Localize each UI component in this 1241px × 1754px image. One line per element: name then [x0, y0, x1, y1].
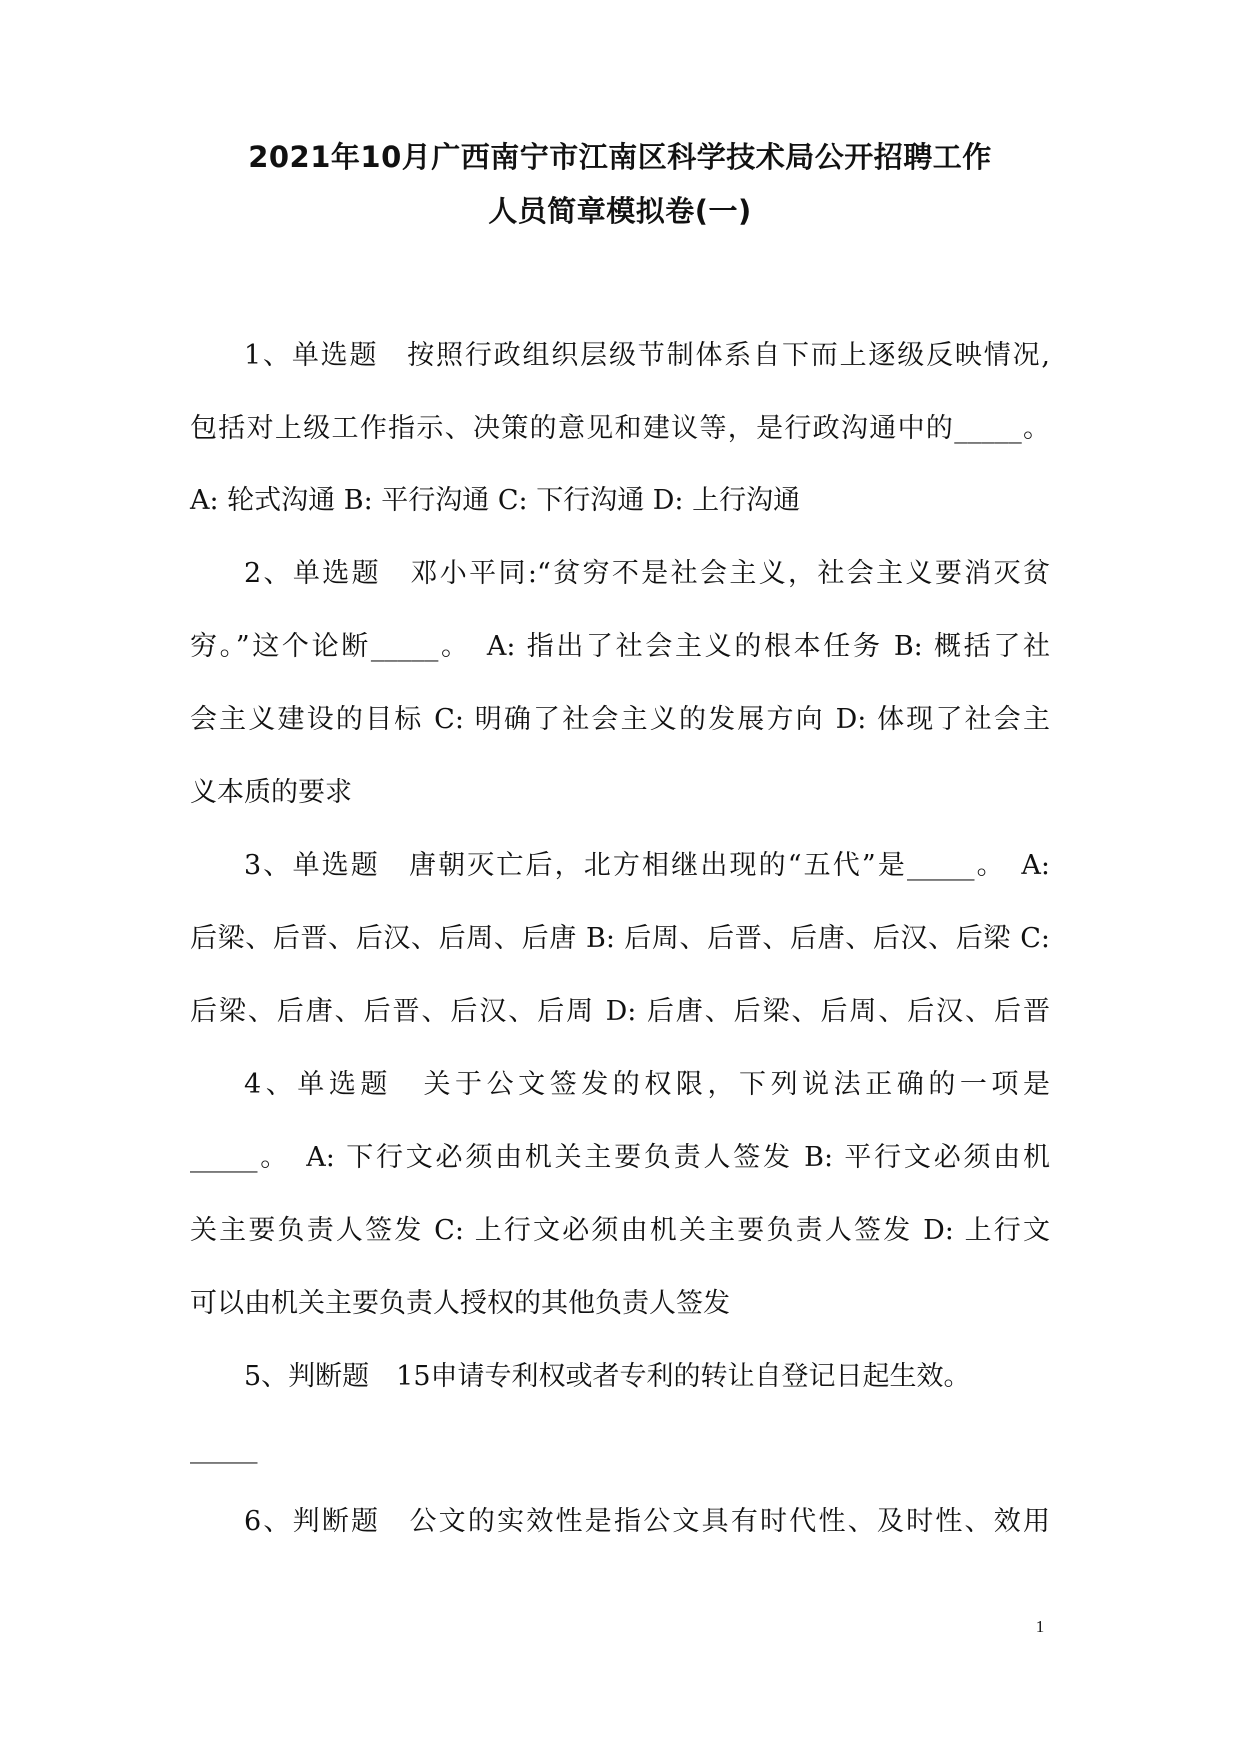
question-4-options-line: 可以由机关主要负责人授权的其他负责人签发: [190, 1288, 730, 1319]
question-5-answer-blank: _____: [190, 1433, 258, 1464]
question-2-options-line: 会主义建设的目标 C: 明确了社会主义的发展方向 D: 体现了社会主: [190, 704, 1050, 735]
question-2-text-line: 2、单选题 邓小平同:“贫穷不是社会主义，社会主义要消灭贫: [244, 558, 1050, 589]
document-title-line-2: 人员简章模拟卷(一): [488, 194, 752, 228]
question-3-options-line: 后梁、后唐、后晋、后汉、后周 D: 后唐、后梁、后周、后汉、后晋: [190, 996, 1050, 1027]
question-4-options-line: 关主要负责人签发 C: 上行文必须由机关主要负责人签发 D: 上行文: [190, 1215, 1050, 1246]
page-number: 1: [1035, 1617, 1045, 1636]
question-2-text-line: 穷。”这个论断_____。 A: 指出了社会主义的根本任务 B: 概括了社: [190, 631, 1050, 662]
document-title-line-1: 2021年10月广西南宁市江南区科学技术局公开招聘工作: [248, 140, 992, 174]
question-6-text-line: 6、判断题 公文的实效性是指公文具有时代性、及时性、效用: [244, 1506, 1050, 1537]
question-3-text-line: 3、单选题 唐朝灭亡后，北方相继出现的“五代”是_____。 A:: [244, 850, 1050, 881]
question-1-text-line: 1、单选题 按照行政组织层级节制体系自下而上逐级反映情况,: [244, 340, 1050, 371]
question-4-options-line: _____。 A: 下行文必须由机关主要负责人签发 B: 平行文必须由机: [190, 1142, 1050, 1173]
question-5-text-line: 5、判断题 15申请专利权或者专利的转让自登记日起生效。: [244, 1361, 971, 1392]
question-1-text-line: 包括对上级工作指示、决策的意见和建议等，是行政沟通中的_____。: [190, 413, 1050, 444]
question-1-options-line: A: 轮式沟通 B: 平行沟通 C: 下行沟通 D: 上行沟通: [190, 485, 801, 516]
question-3-options-line: 后梁、后晋、后汉、后周、后唐 B: 后周、后晋、后唐、后汉、后梁 C:: [190, 923, 1050, 954]
question-4-text-line: 4、单选题 关于公文签发的权限，下列说法正确的一项是: [244, 1069, 1050, 1100]
question-2-options-line: 义本质的要求: [190, 777, 352, 808]
